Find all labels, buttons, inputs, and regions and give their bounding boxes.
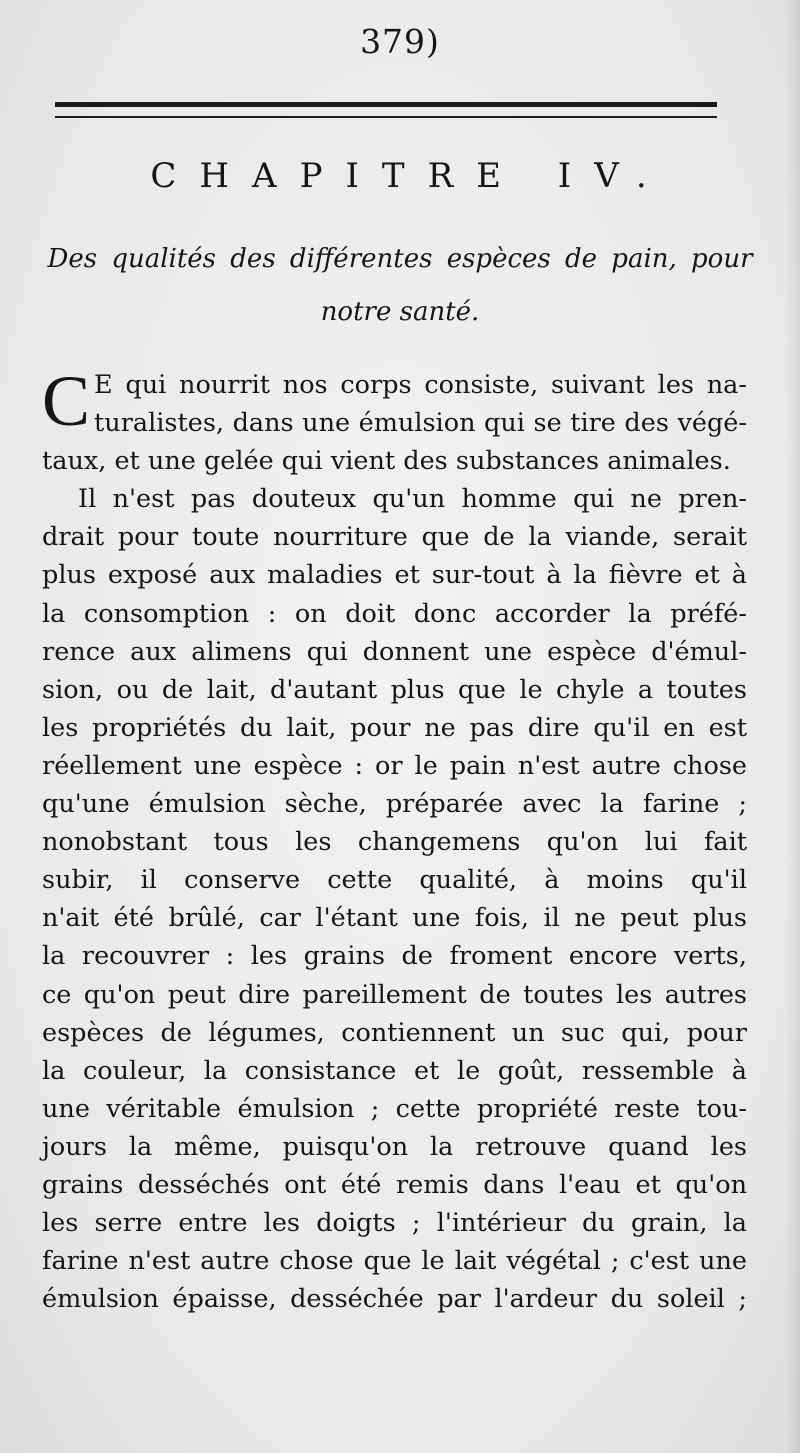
page-edge-shadow — [786, 0, 800, 1453]
text-line: la couleur, la consistance et le goût, ressemble à — [42, 1055, 747, 1086]
text-line: ce qu'on peut dire pareillement de toutes les autres — [42, 979, 747, 1010]
text-line: E qui nourrit nos corps consiste, suivant les na- — [94, 370, 747, 400]
text-line: n'ait été brûlé, car l'étant une fois, il ne peut plus — [42, 903, 747, 934]
text-line: la consomption : on doit donc accorder la préfé- — [42, 598, 747, 629]
text-line: une véritable émulsion ; cette propriété reste tou- — [42, 1093, 747, 1124]
text-line: qu'une émulsion sèche, préparée avec la farine ; — [42, 789, 747, 820]
text-line: taux, et une gelée qui vient des substances animales. — [42, 446, 731, 477]
text-line: subir, il conserve cette qualité, à moins qu'il — [42, 865, 747, 896]
drop-cap: C — [42, 361, 91, 441]
text-line: plus exposé aux maladies et sur-tout à la fièvre et à — [42, 560, 747, 591]
text-line: rence aux alimens qui donnent une espèce d'émul- — [42, 636, 747, 667]
text-line: réellement une espèce : or le pain n'est autre chose — [42, 750, 747, 781]
header-rule-thin — [55, 116, 717, 118]
chapter-subtitle-line-2: notre santé. — [320, 297, 480, 327]
text-line: espèces de légumes, contiennent un suc qui, pour — [42, 1017, 747, 1048]
text-line: sion, ou de lait, d'autant plus que le chyle a toutes — [42, 674, 747, 705]
text-line: la recouvrer : les grains de froment encore verts, — [42, 941, 747, 972]
text-line: jours la même, puisqu'on la retrouve quand les — [42, 1131, 747, 1162]
text-line: les serre entre les doigts ; l'intérieur du grain, la — [42, 1208, 747, 1239]
paragraph-start-line: Il n'est pas douteux qu'un homme qui ne pren- — [78, 484, 747, 515]
text-line: drait pour toute nourriture que de la viande, serait — [42, 522, 747, 553]
chapter-title: CHAPITRE IV. — [150, 156, 670, 196]
chapter-subtitle-line-1: Des qualités des différentes espèces de pain, pour — [47, 244, 753, 274]
text-line: turalistes, dans une émulsion qui se tire des végé- — [94, 408, 747, 439]
text-line: farine n'est autre chose que le lait végétal ; c'est une — [42, 1246, 747, 1277]
text-line: émulsion épaisse, desséchée par l'ardeur du soleil ; — [42, 1284, 747, 1315]
page-number: 379) — [360, 22, 440, 61]
text-line: nonobstant tous les changemens qu'on lui fait — [42, 827, 747, 858]
text-line: les propriétés du lait, pour ne pas dire qu'il en est — [42, 712, 747, 743]
header-rule-thick — [55, 102, 717, 107]
text-line: grains desséchés ont été remis dans l'eau et qu'on — [42, 1169, 747, 1200]
body-text — [42, 361, 747, 1318]
